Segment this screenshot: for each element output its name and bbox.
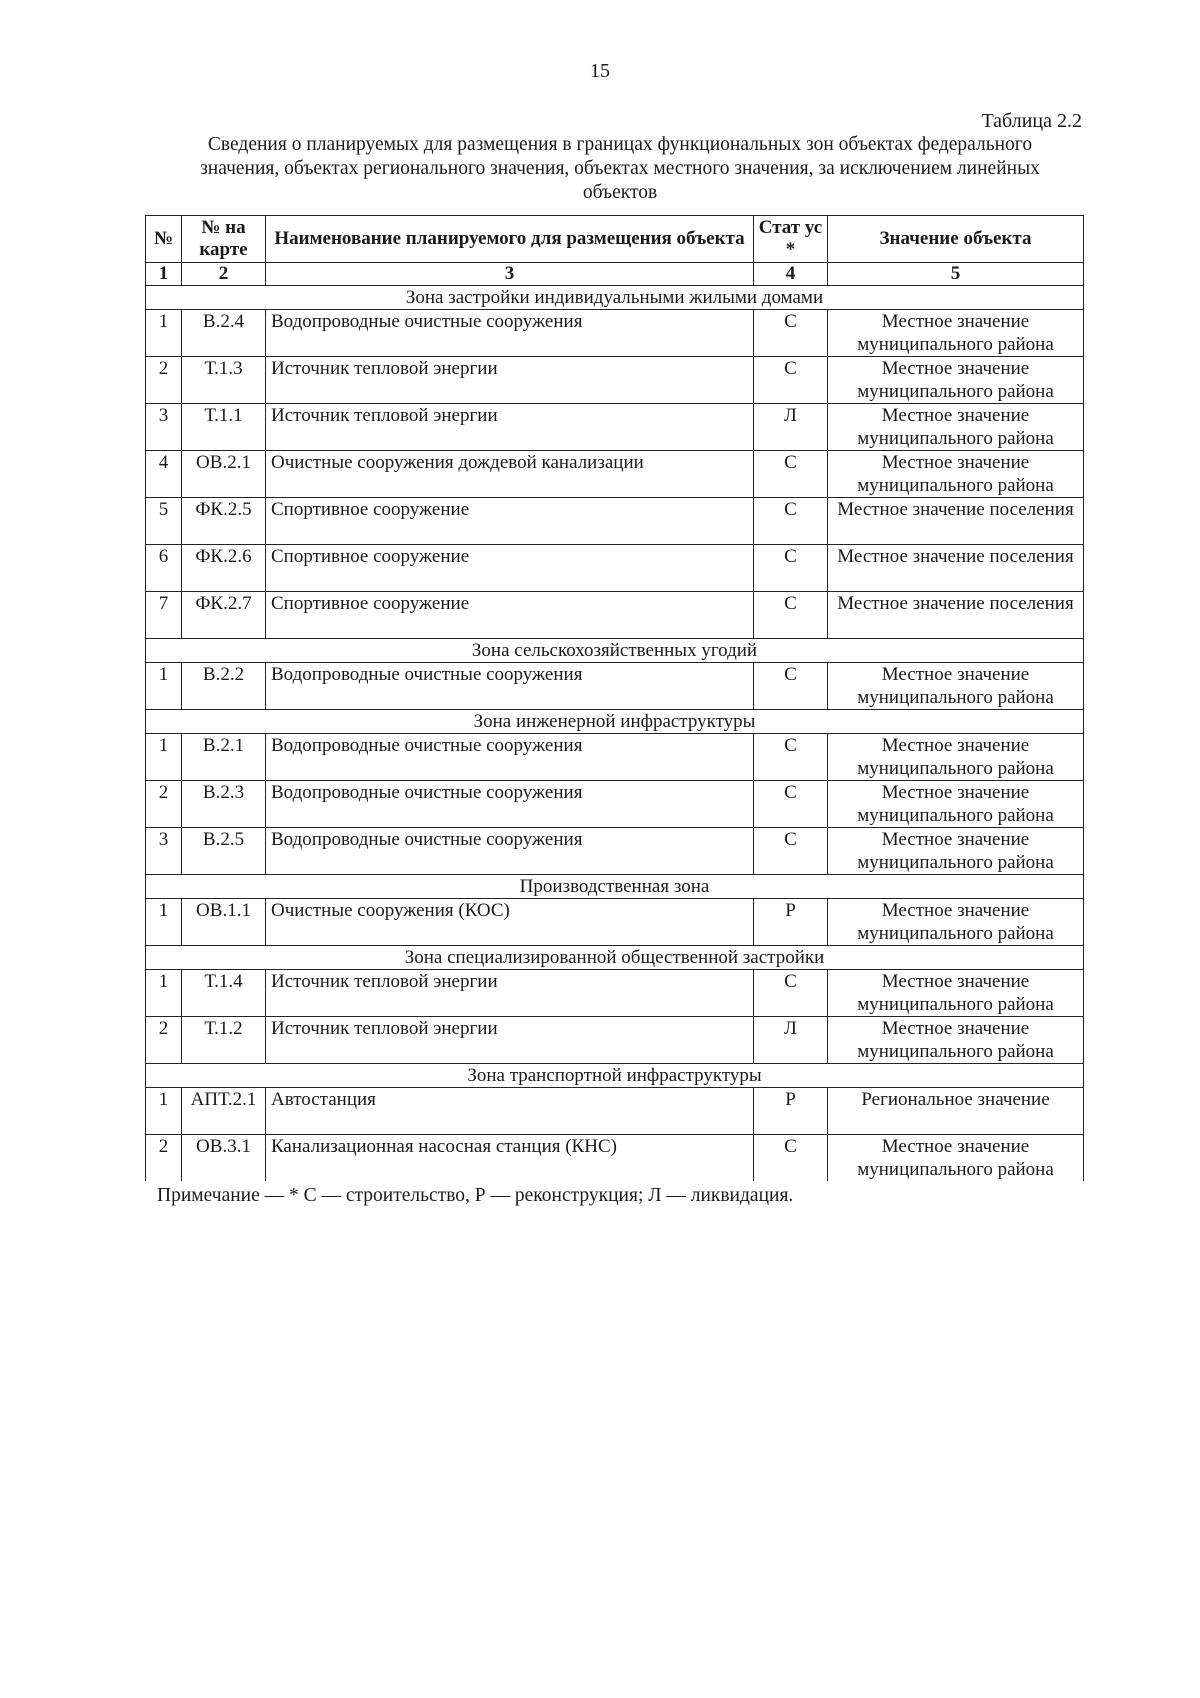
object-name: Спортивное сооружение — [266, 498, 754, 545]
object-significance: Местное значение муниципального района — [828, 828, 1084, 875]
row-number: 3 — [146, 404, 182, 451]
table-row — [146, 1088, 1084, 1135]
object-name: Спортивное сооружение — [266, 545, 754, 592]
map-code: Т.1.3 — [182, 357, 266, 404]
object-significance: Местное значение муниципального района — [828, 734, 1084, 781]
object-significance: Местное значение муниципального района — [828, 781, 1084, 828]
row-number: 1 — [146, 899, 182, 946]
status-code: С — [754, 357, 828, 404]
header-map: № на карте — [182, 216, 266, 263]
zone-header-row — [146, 946, 1084, 970]
table-row — [146, 498, 1084, 545]
object-name: Очистные сооружения (КОС) — [266, 899, 754, 946]
status-code: С — [754, 781, 828, 828]
row-number: 5 — [146, 498, 182, 545]
header-value: Значение объекта — [828, 216, 1084, 263]
column-number: 1 — [146, 263, 182, 286]
column-number: 3 — [266, 263, 754, 286]
table-caption: Сведения о планируемых для размещения в границах функциональных зон объектах федерального значения, объектах регионального значения, объектах местного значения, за исключением линейных объектов — [200, 134, 1040, 203]
header-name: Наименование планируемого для размещения объекта — [266, 216, 754, 263]
table-body — [146, 286, 1084, 1182]
status-code: С — [754, 545, 828, 592]
map-code: Т.1.1 — [182, 404, 266, 451]
object-name: Источник тепловой энергии — [266, 1017, 754, 1064]
object-significance: Местное значение муниципального района — [828, 663, 1084, 710]
map-code: В.2.1 — [182, 734, 266, 781]
status-code: С — [754, 1135, 828, 1182]
map-code: Т.1.4 — [182, 970, 266, 1017]
object-significance: Местное значение муниципального района — [828, 1017, 1084, 1064]
map-code: В.2.3 — [182, 781, 266, 828]
object-name: Автостанция — [266, 1088, 754, 1135]
table-row — [146, 1017, 1084, 1064]
object-significance: Региональное значение — [828, 1088, 1084, 1135]
zone-title: Зона сельскохозяйственных угодий — [146, 639, 1084, 663]
object-significance: Местное значение поселения — [828, 498, 1084, 545]
object-name: Спортивное сооружение — [266, 592, 754, 639]
header-num: № — [146, 216, 182, 263]
table-row — [146, 310, 1084, 357]
map-code: АПТ.2.1 — [182, 1088, 266, 1135]
map-code: ОВ.3.1 — [182, 1135, 266, 1182]
column-numbers-row — [146, 263, 1084, 286]
object-significance: Местное значение муниципального района — [828, 404, 1084, 451]
object-significance: Местное значение поселения — [828, 592, 1084, 639]
object-name: Водопроводные очистные сооружения — [266, 781, 754, 828]
object-name: Источник тепловой энергии — [266, 970, 754, 1017]
status-code: С — [754, 828, 828, 875]
zone-title: Зона транспортной инфраструктуры — [146, 1064, 1084, 1088]
column-number: 4 — [754, 263, 828, 286]
page-number: 15 — [590, 60, 610, 82]
map-code: В.2.4 — [182, 310, 266, 357]
zone-header-row — [146, 1064, 1084, 1088]
map-code: Т.1.2 — [182, 1017, 266, 1064]
row-number: 4 — [146, 451, 182, 498]
row-number: 1 — [146, 310, 182, 357]
object-name: Очистные сооружения дождевой канализации — [266, 451, 754, 498]
table-row — [146, 663, 1084, 710]
zone-header-row — [146, 639, 1084, 663]
status-code: С — [754, 663, 828, 710]
status-code: С — [754, 970, 828, 1017]
map-code: ОВ.2.1 — [182, 451, 266, 498]
object-significance: Местное значение муниципального района — [828, 357, 1084, 404]
object-significance: Местное значение муниципального района — [828, 1135, 1084, 1182]
map-code: В.2.2 — [182, 663, 266, 710]
row-number: 2 — [146, 1135, 182, 1182]
row-number: 6 — [146, 545, 182, 592]
status-code: С — [754, 592, 828, 639]
zone-header-row — [146, 286, 1084, 310]
object-significance: Местное значение поселения — [828, 545, 1084, 592]
zone-header-row — [146, 875, 1084, 899]
object-name: Источник тепловой энергии — [266, 404, 754, 451]
object-name: Источник тепловой энергии — [266, 357, 754, 404]
table-row — [146, 1135, 1084, 1182]
table-row — [146, 828, 1084, 875]
row-number: 1 — [146, 734, 182, 781]
table-row — [146, 357, 1084, 404]
table-row — [146, 970, 1084, 1017]
map-code: ФК.2.6 — [182, 545, 266, 592]
object-name: Водопроводные очистные сооружения — [266, 828, 754, 875]
map-code: ОВ.1.1 — [182, 899, 266, 946]
zone-title: Зона специализированной общественной застройки — [146, 946, 1084, 970]
table-row — [146, 899, 1084, 946]
zone-title: Зона инженерной инфраструктуры — [146, 710, 1084, 734]
row-number: 2 — [146, 781, 182, 828]
header-row — [146, 216, 1084, 263]
object-name: Канализационная насосная станция (КНС) — [266, 1135, 754, 1182]
header-status: Стат ус * — [754, 216, 828, 263]
row-number: 1 — [146, 663, 182, 710]
map-code: В.2.5 — [182, 828, 266, 875]
status-code: Р — [754, 899, 828, 946]
status-code: С — [754, 310, 828, 357]
row-number: 1 — [146, 970, 182, 1017]
status-code: Р — [754, 1088, 828, 1135]
row-number: 2 — [146, 1017, 182, 1064]
object-name: Водопроводные очистные сооружения — [266, 663, 754, 710]
column-number: 5 — [828, 263, 1084, 286]
planned-objects-table — [145, 215, 1084, 1181]
row-number: 7 — [146, 592, 182, 639]
zone-title: Производственная зона — [146, 875, 1084, 899]
column-number: 2 — [182, 263, 266, 286]
zone-header-row — [146, 710, 1084, 734]
row-number: 3 — [146, 828, 182, 875]
map-code: ФК.2.7 — [182, 592, 266, 639]
row-number: 2 — [146, 357, 182, 404]
table-row — [146, 545, 1084, 592]
object-significance: Местное значение муниципального района — [828, 899, 1084, 946]
status-code: С — [754, 734, 828, 781]
object-name: Водопроводные очистные сооружения — [266, 734, 754, 781]
status-code: Л — [754, 1017, 828, 1064]
table-label: Таблица 2.2 — [981, 110, 1082, 132]
object-significance: Местное значение муниципального района — [828, 970, 1084, 1017]
table-row — [146, 734, 1084, 781]
status-code: С — [754, 498, 828, 545]
object-significance: Местное значение муниципального района — [828, 310, 1084, 357]
table-note: Примечание — * С — строительство, Р — реконструкция; Л — ликвидация. — [157, 1185, 794, 1206]
object-name: Водопроводные очистные сооружения — [266, 310, 754, 357]
status-code: Л — [754, 404, 828, 451]
map-code: ФК.2.5 — [182, 498, 266, 545]
status-code: С — [754, 451, 828, 498]
table-row — [146, 404, 1084, 451]
table-row — [146, 781, 1084, 828]
table-row — [146, 592, 1084, 639]
table-row — [146, 451, 1084, 498]
object-significance: Местное значение муниципального района — [828, 451, 1084, 498]
zone-title: Зона застройки индивидуальными жилыми домами — [146, 286, 1084, 310]
row-number: 1 — [146, 1088, 182, 1135]
